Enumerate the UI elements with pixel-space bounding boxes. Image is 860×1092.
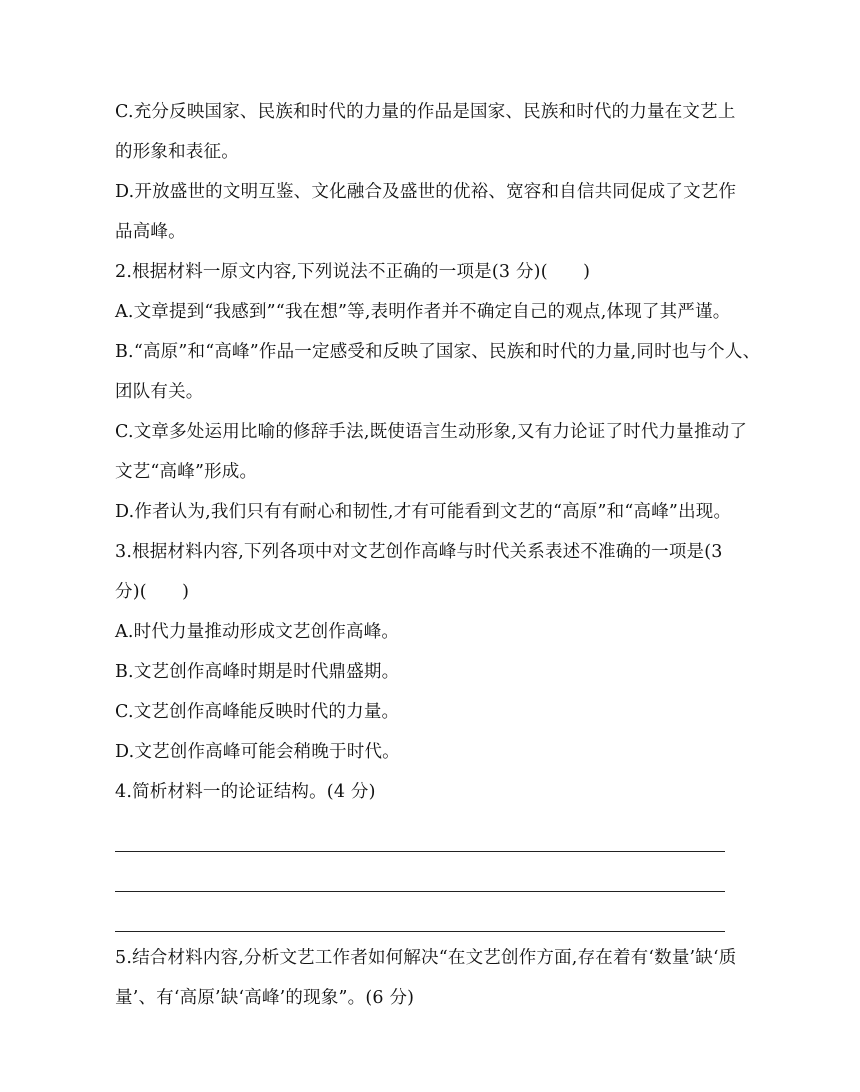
answer-line[interactable] — [115, 892, 725, 932]
document-page — [115, 92, 761, 1018]
question-3-stem: 3.根据材料内容,下列各项中对文艺创作高峰与时代关系表述不准确的一项是(3 — [115, 542, 723, 562]
text-line: D.文艺创作高峰可能会稍晚于时代。 — [115, 742, 400, 762]
text-line: 品高峰。 — [115, 222, 186, 242]
question-4-stem: 4.简析材料一的论证结构。(4 分) — [115, 782, 376, 802]
text-line: B.“高原”和“高峰”作品一定感受和反映了国家、民族和时代的力量,同时也与个人、 — [115, 342, 761, 362]
text-line: C.充分反映国家、民族和时代的力量的作品是国家、民族和时代的力量在文艺上 — [115, 102, 736, 122]
answer-line[interactable] — [115, 852, 725, 892]
question-text-block — [115, 92, 761, 812]
answer-area[interactable] — [115, 812, 735, 932]
text-line: 分)( ) — [115, 582, 190, 602]
text-line: 量’、有‘高原’缺‘高峰’的现象”。(6 分) — [115, 988, 415, 1008]
text-line: 团队有关。 — [115, 382, 204, 402]
text-line: A.时代力量推动形成文艺创作高峰。 — [115, 622, 400, 642]
question-2-stem: 2.根据材料一原文内容,下列说法不正确的一项是(3 分)( ) — [115, 262, 591, 282]
text-line: B.文艺创作高峰时期是时代鼎盛期。 — [115, 662, 400, 682]
question-5-stem: 5.结合材料内容,分析文艺工作者如何解决“在文艺创作方面,存在着有‘数量’缺‘质 — [115, 948, 737, 968]
text-line: D.开放盛世的文明互鉴、文化融合及盛世的优裕、宽容和自信共同促成了文艺作 — [115, 182, 737, 202]
text-line: A.文章提到“我感到”“我在想”等,表明作者并不确定自己的观点,体现了其严谨。 — [115, 302, 731, 322]
question-5-block — [115, 938, 735, 1018]
text-line: D.作者认为,我们只有有耐心和韧性,才有可能看到文艺的“高原”和“高峰”出现。 — [115, 502, 732, 522]
text-line: 的形象和表征。 — [115, 142, 239, 162]
text-line: 文艺“高峰”形成。 — [115, 462, 258, 482]
text-line: C.文艺创作高峰能反映时代的力量。 — [115, 702, 400, 722]
answer-line[interactable] — [115, 812, 725, 852]
text-line: C.文章多处运用比喻的修辞手法,既使语言生动形象,又有力论证了时代力量推动了 — [115, 422, 748, 442]
